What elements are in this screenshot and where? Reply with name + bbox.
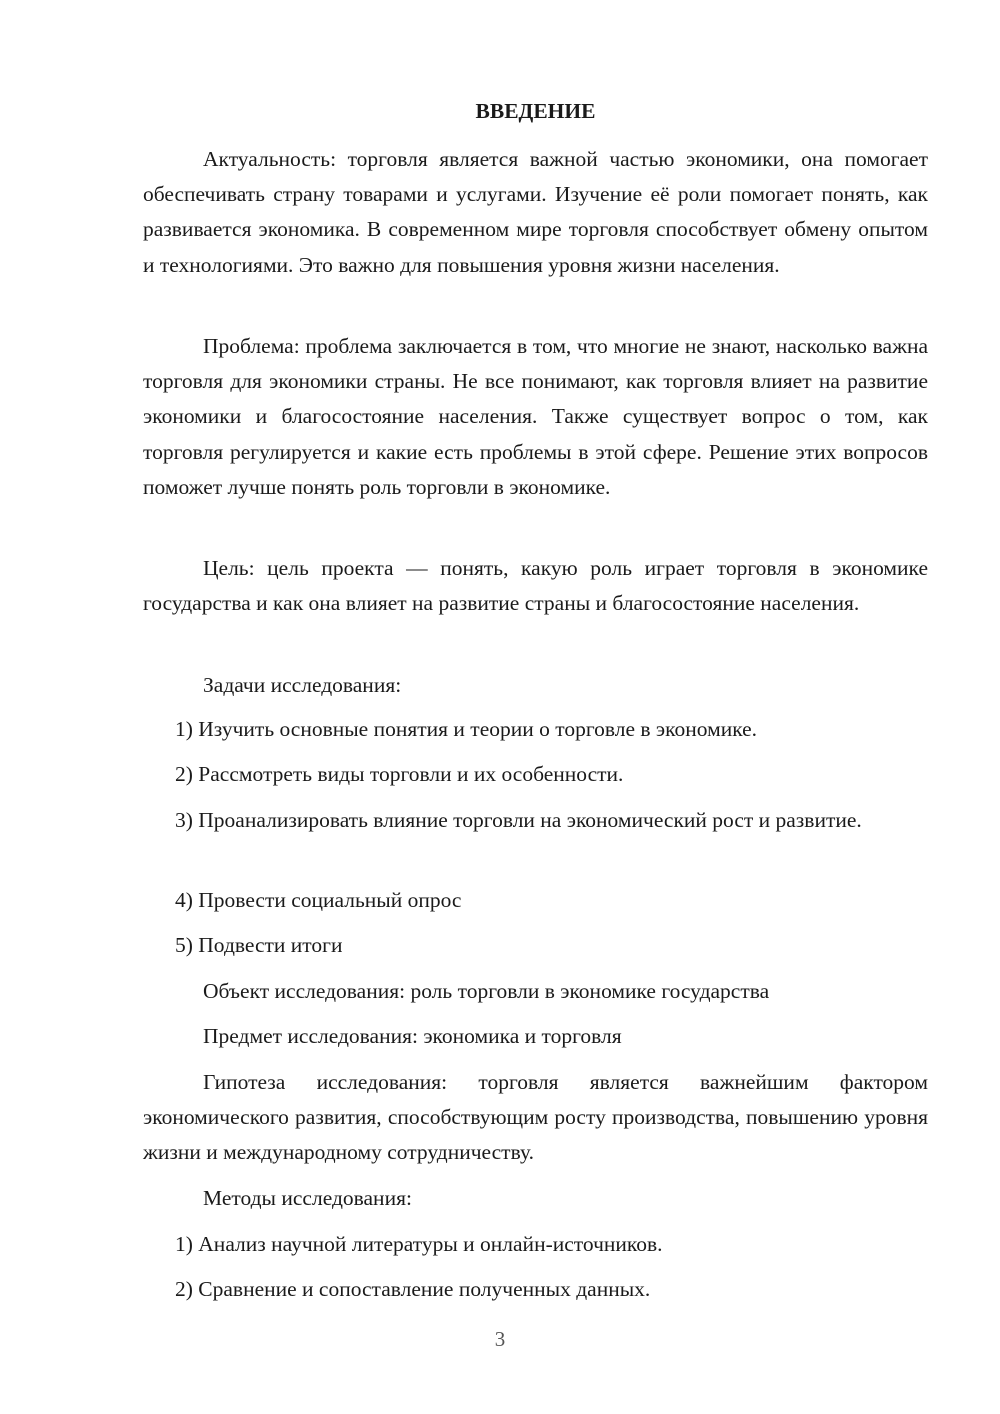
task-item-2: 2) Рассмотреть виды торговли и их особенности. [175,762,624,786]
object-paragraph: Объект исследования: роль торговли в экономике государства [203,979,770,1003]
method-item-2: 2) Сравнение и сопоставление полученных данных. [175,1277,651,1301]
relevance-paragraph: Актуальность: торговля является важной частью экономики, она помогает обеспечивать страну товарами и услугами. Изучение её роли помогает понять, как развивается экономика. В современном мире торговля способствует обмену опытом и технологиями. Это важно для повышения уровня жизни населения. [143,147,928,277]
methods-heading: Методы исследования: [203,1186,412,1210]
subject-paragraph: Предмет исследования: экономика и торговля [203,1024,622,1048]
goal-paragraph: Цель: цель проекта — понять, какую роль играет торговля в экономике государства и как она влияет на развитие страны и благосостояние населения. [143,556,928,616]
task-item-3: 3) Проанализировать влияние торговли на экономический рост и развитие. [175,808,862,832]
task-item-5: 5) Подвести итоги [175,933,343,957]
page-number: 3 [494,1327,506,1351]
task-item-4: 4) Провести социальный опрос [175,888,462,912]
hypothesis-paragraph: Гипотеза исследования: торговля является важнейшим фактором экономического развития, способствующим росту производства, повышению уровня жизни и международному сотрудничеству. [143,1070,928,1165]
problem-paragraph: Проблема: проблема заключается в том, что многие не знают, насколько важна торговля для экономики страны. Не все понимают, как торговля влияет на развитие экономики и благосостояние населения. Также существует вопрос о том, как торговля регулируется и какие есть проблемы в этой сфере. Решение этих вопросов поможет лучше понять роль торговли в экономике. [143,334,928,499]
method-item-1: 1) Анализ научной литературы и онлайн-источников. [175,1232,663,1256]
task-item-1: 1) Изучить основные понятия и теории о торговле в экономике. [175,717,758,741]
page-title: ВВЕДЕНИЕ [475,99,596,123]
tasks-heading: Задачи исследования: [203,673,402,697]
